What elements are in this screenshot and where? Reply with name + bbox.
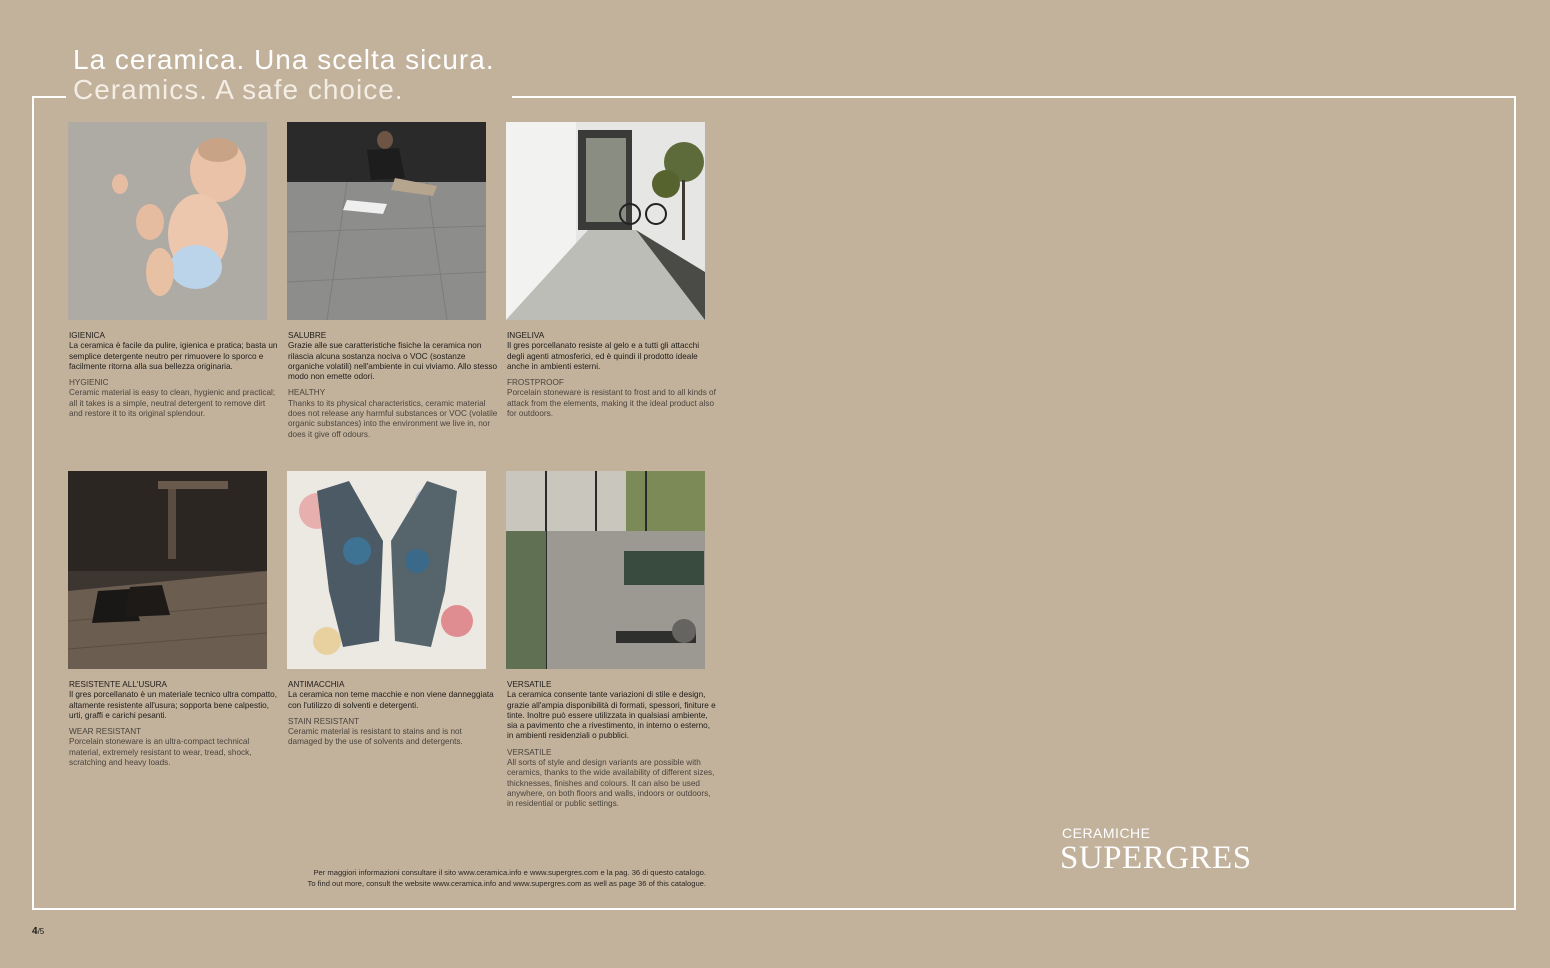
feature-text-it: La ceramica non teme macchie e non viene danneggiata con l'utilizzo di solventi e detergenti. — [288, 690, 494, 710]
brand-logo-ceramiche: CERAMICHE — [1062, 825, 1151, 841]
photo-hygienic-baby — [68, 122, 267, 320]
feature-frostproof — [507, 331, 717, 419]
feature-title-en: HYGIENIC — [69, 378, 109, 388]
feature-versatile — [507, 680, 717, 810]
feature-title-en: STAIN RESISTANT — [288, 716, 360, 726]
feature-wear-resistant — [69, 680, 279, 768]
footnote-italian: Per maggiori informazioni consultare il sito www.ceramica.info e www.supergres.com e la pag. 36 di questo catalogo. — [313, 868, 706, 877]
page-number — [32, 926, 44, 937]
feature-title-it: VERSATILE — [507, 680, 552, 689]
feature-text-it: La ceramica è facile da pulire, igienica e pratica; basta un semplice detergente neutro per rimuovere lo sporco e facilmente ritorna alla sua bellezza originaria. — [69, 341, 278, 371]
page-current: 4 — [32, 926, 38, 937]
feature-text-it: Il gres porcellanato è un materiale tecnico ultra compatto, altamente resistente all'usura; sopporta bene calpestio, urti, graffi e carichi pesanti. — [69, 690, 277, 720]
page-title-italian: La ceramica. Una scelta sicura. — [73, 44, 495, 75]
photo-wear-boots — [68, 471, 267, 669]
feature-title-en: WEAR RESISTANT — [69, 727, 142, 737]
page-title-english: Ceramics. A safe choice. — [73, 74, 404, 105]
brand-logo-supergres: SUPERGRES — [1060, 840, 1252, 876]
feature-title-it: INGELIVA — [507, 331, 545, 340]
feature-text-it: Grazie alle sue caratteristiche fisiche la ceramica non rilascia alcuna sostanza nociva o VOC (sostanze organiche volatili) nell'ambiente in cui viviamo. Allo stesso modo non emette odori. — [288, 341, 498, 382]
photo-healthy-floor — [287, 122, 486, 320]
feature-title-it: IGIENICA — [69, 331, 105, 340]
feature-title-it: RESISTENTE ALL'USURA — [69, 680, 168, 689]
photo-stain-hands — [287, 471, 486, 669]
feature-stain-resistant — [288, 680, 498, 748]
feature-title-it: SALUBRE — [288, 331, 327, 340]
feature-text-en: All sorts of style and design variants are possible with ceramics, thanks to the wide availability of different sizes, thicknesses, finishes and colours. It can also be used anywhere, on both floors and walls, indoors or outdoors, in residential or public settings. — [507, 758, 715, 809]
feature-text-en: Porcelain stoneware is resistant to frost and to all kinds of attack from the elements, making it the ideal product also for outdoors. — [507, 388, 716, 419]
feature-text-en: Porcelain stoneware is an ultra-compact technical material, extremely resistant to wear, tread, shock, scratching and heavy loads. — [69, 737, 252, 768]
footnote — [270, 868, 706, 889]
feature-title-en: VERSATILE — [507, 747, 552, 757]
photo-frostproof-outdoor — [506, 122, 705, 320]
feature-title-en: FROSTPROOF — [507, 378, 564, 388]
feature-title-en: HEALTHY — [288, 388, 326, 398]
footnote-english: To find out more, consult the website www.ceramica.info and www.supergres.com as well as page 36 of this catalogue. — [307, 878, 706, 888]
feature-text-it: Il gres porcellanato resiste al gelo e a tutti gli attacchi degli agenti atmosferici, ed è quindi il prodotto ideale anche in ambienti esterni. — [507, 341, 700, 371]
page-total: /5 — [37, 927, 45, 936]
feature-text-it: La ceramica consente tante variazioni di stile e design, grazie all'ampia disponibilità di formati, spessori, finiture e tinte. Inoltre può essere utilizzata in qualsiasi ambiente, sia a pavimento che a rivestimento, in interno o esterno, in ambienti residenziali o pubblici. — [507, 690, 716, 741]
feature-hygienic — [69, 331, 279, 419]
feature-title-it: ANTIMACCHIA — [288, 680, 345, 689]
feature-text-en: Ceramic material is easy to clean, hygienic and practical; all it takes is a simple, neutral detergent to remove dirt and restore it to its original splendour. — [69, 388, 276, 419]
feature-healthy — [288, 331, 498, 440]
feature-text-en: Ceramic material is resistant to stains and is not damaged by the use of solvents and detergents. — [288, 727, 463, 747]
feature-text-en: Thanks to its physical characteristics, ceramic material does not release any harmful substances or VOC (volatile organic substances) into the environment we live in, nor does it give off odours. — [288, 398, 498, 439]
photo-versatile-interior — [506, 471, 705, 669]
